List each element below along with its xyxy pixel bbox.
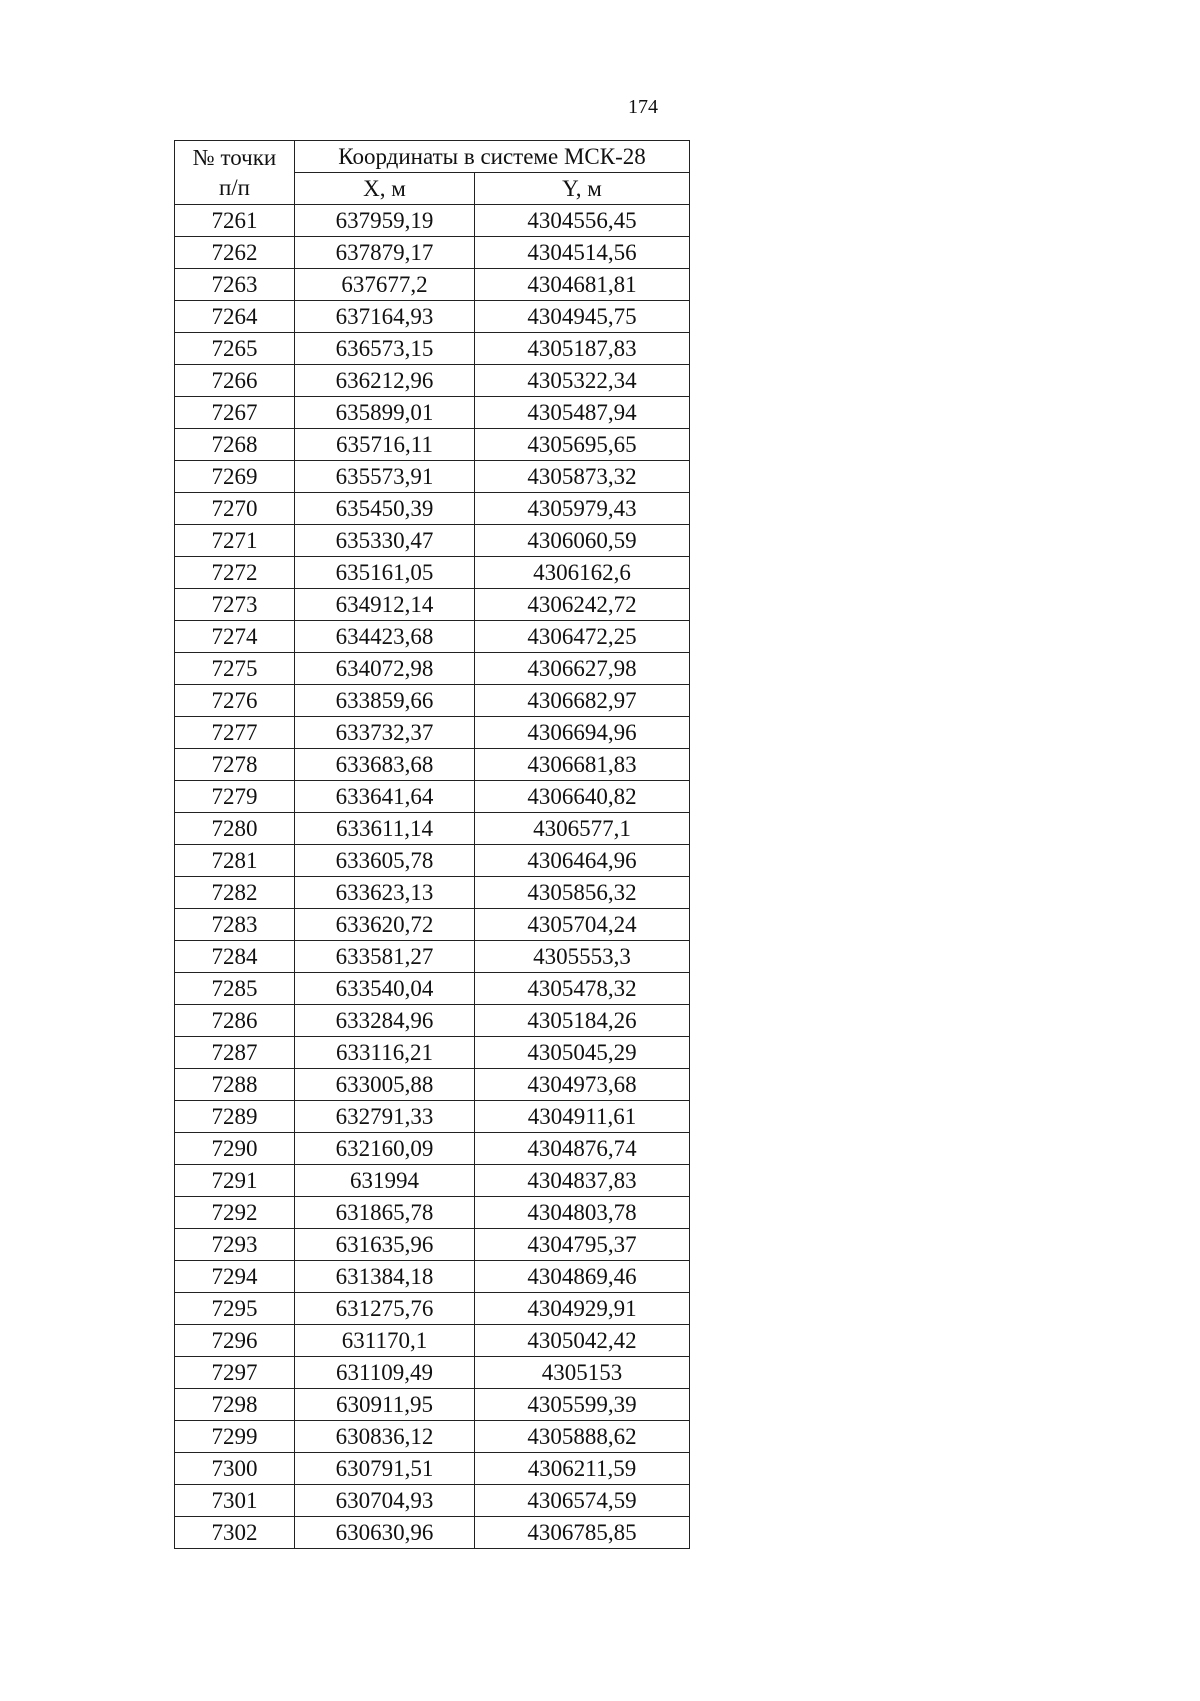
x-coordinate-cell: 633732,37 — [295, 717, 475, 749]
table-row — [175, 1133, 690, 1165]
point-number-cell: 7267 — [175, 397, 295, 429]
y-coordinate-cell: 4305695,65 — [475, 429, 690, 461]
y-coordinate-cell: 4305704,24 — [475, 909, 690, 941]
table-row — [175, 909, 690, 941]
y-coordinate-cell: 4306627,98 — [475, 653, 690, 685]
table-row — [175, 205, 690, 237]
point-number-cell: 7293 — [175, 1229, 295, 1261]
x-coordinate-cell: 633641,64 — [295, 781, 475, 813]
y-coordinate-cell: 4304681,81 — [475, 269, 690, 301]
x-coordinate-cell: 633611,14 — [295, 813, 475, 845]
point-number-cell: 7263 — [175, 269, 295, 301]
y-coordinate-cell: 4306785,85 — [475, 1517, 690, 1549]
x-coordinate-cell: 635573,91 — [295, 461, 475, 493]
table-row — [175, 973, 690, 1005]
x-coordinate-cell: 634912,14 — [295, 589, 475, 621]
point-number-cell: 7277 — [175, 717, 295, 749]
table-row — [175, 1421, 690, 1453]
table-row — [175, 941, 690, 973]
y-coordinate-cell: 4306694,96 — [475, 717, 690, 749]
x-coordinate-cell: 630836,12 — [295, 1421, 475, 1453]
table-row — [175, 1293, 690, 1325]
point-number-cell: 7275 — [175, 653, 295, 685]
y-coordinate-cell: 4306060,59 — [475, 525, 690, 557]
table-row — [175, 269, 690, 301]
table-row — [175, 717, 690, 749]
table-row — [175, 1453, 690, 1485]
point-number-cell: 7302 — [175, 1517, 295, 1549]
point-number-cell: 7279 — [175, 781, 295, 813]
table-row — [175, 557, 690, 589]
table-row — [175, 845, 690, 877]
point-number-cell: 7294 — [175, 1261, 295, 1293]
table-row — [175, 589, 690, 621]
point-number-cell: 7300 — [175, 1453, 295, 1485]
point-number-cell: 7262 — [175, 237, 295, 269]
x-coordinate-cell: 634423,68 — [295, 621, 475, 653]
table-row — [175, 653, 690, 685]
y-coordinate-cell: 4306472,25 — [475, 621, 690, 653]
table-row — [175, 1485, 690, 1517]
x-coordinate-cell: 635899,01 — [295, 397, 475, 429]
y-coordinate-cell: 4306162,6 — [475, 557, 690, 589]
x-coordinate-cell: 633581,27 — [295, 941, 475, 973]
x-coordinate-cell: 633623,13 — [295, 877, 475, 909]
y-coordinate-cell: 4306682,97 — [475, 685, 690, 717]
x-coordinate-cell: 637959,19 — [295, 205, 475, 237]
point-number-cell: 7278 — [175, 749, 295, 781]
point-number-cell: 7287 — [175, 1037, 295, 1069]
x-coordinate-cell: 631170,1 — [295, 1325, 475, 1357]
point-number-cell: 7298 — [175, 1389, 295, 1421]
x-coordinate-cell: 635716,11 — [295, 429, 475, 461]
point-number-cell: 7288 — [175, 1069, 295, 1101]
point-number-cell: 7301 — [175, 1485, 295, 1517]
point-number-cell: 7270 — [175, 493, 295, 525]
x-column-header: X, м — [295, 173, 475, 205]
point-number-header-line1: № точки — [192, 144, 277, 170]
table-row — [175, 525, 690, 557]
y-coordinate-cell: 4304795,37 — [475, 1229, 690, 1261]
y-coordinate-cell: 4304556,45 — [475, 205, 690, 237]
page-number: 174 — [628, 96, 658, 118]
point-number-cell: 7282 — [175, 877, 295, 909]
y-coordinate-cell: 4305888,62 — [475, 1421, 690, 1453]
y-coordinate-cell: 4306640,82 — [475, 781, 690, 813]
point-number-cell: 7284 — [175, 941, 295, 973]
table-row — [175, 1069, 690, 1101]
y-coordinate-cell: 4304837,83 — [475, 1165, 690, 1197]
point-number-cell: 7283 — [175, 909, 295, 941]
point-number-cell: 7291 — [175, 1165, 295, 1197]
y-coordinate-cell: 4305184,26 — [475, 1005, 690, 1037]
x-coordinate-cell: 631384,18 — [295, 1261, 475, 1293]
y-coordinate-cell: 4305187,83 — [475, 333, 690, 365]
table-row — [175, 493, 690, 525]
x-coordinate-cell: 637677,2 — [295, 269, 475, 301]
x-coordinate-cell: 633859,66 — [295, 685, 475, 717]
x-coordinate-cell: 633540,04 — [295, 973, 475, 1005]
y-coordinate-cell: 4304514,56 — [475, 237, 690, 269]
table-row — [175, 1517, 690, 1549]
point-number-cell: 7296 — [175, 1325, 295, 1357]
x-coordinate-cell: 635161,05 — [295, 557, 475, 589]
table-row — [175, 1325, 690, 1357]
point-number-cell: 7285 — [175, 973, 295, 1005]
y-coordinate-cell: 4305322,34 — [475, 365, 690, 397]
x-coordinate-cell: 630630,96 — [295, 1517, 475, 1549]
x-coordinate-cell: 632160,09 — [295, 1133, 475, 1165]
y-coordinate-cell: 4306211,59 — [475, 1453, 690, 1485]
y-coordinate-cell: 4305856,32 — [475, 877, 690, 909]
point-number-cell: 7273 — [175, 589, 295, 621]
table-row — [175, 301, 690, 333]
y-coordinate-cell: 4304945,75 — [475, 301, 690, 333]
point-number-cell: 7295 — [175, 1293, 295, 1325]
table-row — [175, 1357, 690, 1389]
table-row — [175, 1165, 690, 1197]
table-row — [175, 333, 690, 365]
point-number-cell: 7290 — [175, 1133, 295, 1165]
y-coordinate-cell: 4306574,59 — [475, 1485, 690, 1517]
point-number-cell: 7261 — [175, 205, 295, 237]
x-coordinate-cell: 630791,51 — [295, 1453, 475, 1485]
coordinates-system-header: Координаты в системе МСК-28 — [295, 141, 690, 173]
y-coordinate-cell: 4306681,83 — [475, 749, 690, 781]
x-coordinate-cell: 633620,72 — [295, 909, 475, 941]
point-number-cell: 7269 — [175, 461, 295, 493]
table-row — [175, 1005, 690, 1037]
y-coordinate-cell: 4305045,29 — [475, 1037, 690, 1069]
table-row — [175, 1229, 690, 1261]
point-number-header — [175, 141, 295, 205]
x-coordinate-cell: 633116,21 — [295, 1037, 475, 1069]
point-number-cell: 7276 — [175, 685, 295, 717]
x-coordinate-cell: 636212,96 — [295, 365, 475, 397]
x-coordinate-cell: 633284,96 — [295, 1005, 475, 1037]
y-coordinate-cell: 4304869,46 — [475, 1261, 690, 1293]
x-coordinate-cell: 633683,68 — [295, 749, 475, 781]
y-coordinate-cell: 4306242,72 — [475, 589, 690, 621]
table-row — [175, 1261, 690, 1293]
y-coordinate-cell: 4304876,74 — [475, 1133, 690, 1165]
x-coordinate-cell: 631635,96 — [295, 1229, 475, 1261]
x-coordinate-cell: 633605,78 — [295, 845, 475, 877]
y-coordinate-cell: 4306577,1 — [475, 813, 690, 845]
x-coordinate-cell: 635450,39 — [295, 493, 475, 525]
table-row — [175, 397, 690, 429]
y-coordinate-cell: 4305042,42 — [475, 1325, 690, 1357]
point-number-cell: 7281 — [175, 845, 295, 877]
point-number-cell: 7286 — [175, 1005, 295, 1037]
table-row — [175, 429, 690, 461]
coordinates-table — [174, 140, 690, 1549]
table-row — [175, 813, 690, 845]
table-row — [175, 365, 690, 397]
point-number-cell: 7268 — [175, 429, 295, 461]
y-coordinate-cell: 4305553,3 — [475, 941, 690, 973]
y-coordinate-cell: 4304803,78 — [475, 1197, 690, 1229]
y-coordinate-cell: 4305873,32 — [475, 461, 690, 493]
x-coordinate-cell: 631865,78 — [295, 1197, 475, 1229]
table-row — [175, 237, 690, 269]
y-coordinate-cell: 4304973,68 — [475, 1069, 690, 1101]
x-coordinate-cell: 630911,95 — [295, 1389, 475, 1421]
x-coordinate-cell: 631109,49 — [295, 1357, 475, 1389]
table-body — [175, 205, 690, 1549]
table-row — [175, 621, 690, 653]
x-coordinate-cell: 631275,76 — [295, 1293, 475, 1325]
point-number-cell: 7274 — [175, 621, 295, 653]
y-coordinate-cell: 4305153 — [475, 1357, 690, 1389]
table-row — [175, 461, 690, 493]
y-coordinate-cell: 4305487,94 — [475, 397, 690, 429]
y-coordinate-cell: 4306464,96 — [475, 845, 690, 877]
table-header — [175, 141, 690, 205]
x-coordinate-cell: 636573,15 — [295, 333, 475, 365]
point-number-cell: 7280 — [175, 813, 295, 845]
point-number-header-line2: п/п — [218, 174, 250, 200]
table-row — [175, 781, 690, 813]
table-row — [175, 1101, 690, 1133]
table-row — [175, 1197, 690, 1229]
table-row — [175, 749, 690, 781]
point-number-cell: 7265 — [175, 333, 295, 365]
point-number-cell: 7292 — [175, 1197, 295, 1229]
point-number-cell: 7299 — [175, 1421, 295, 1453]
point-number-cell: 7266 — [175, 365, 295, 397]
table-row — [175, 1037, 690, 1069]
table-row — [175, 685, 690, 717]
point-number-cell: 7264 — [175, 301, 295, 333]
point-number-cell: 7297 — [175, 1357, 295, 1389]
y-coordinate-cell: 4304911,61 — [475, 1101, 690, 1133]
x-coordinate-cell: 637879,17 — [295, 237, 475, 269]
point-number-cell: 7271 — [175, 525, 295, 557]
point-number-cell: 7289 — [175, 1101, 295, 1133]
x-coordinate-cell: 637164,93 — [295, 301, 475, 333]
y-coordinate-cell: 4305979,43 — [475, 493, 690, 525]
y-coordinate-cell: 4305478,32 — [475, 973, 690, 1005]
x-coordinate-cell: 631994 — [295, 1165, 475, 1197]
y-coordinate-cell: 4304929,91 — [475, 1293, 690, 1325]
x-coordinate-cell: 633005,88 — [295, 1069, 475, 1101]
table-row — [175, 1389, 690, 1421]
x-coordinate-cell: 632791,33 — [295, 1101, 475, 1133]
x-coordinate-cell: 630704,93 — [295, 1485, 475, 1517]
x-coordinate-cell: 635330,47 — [295, 525, 475, 557]
y-coordinate-cell: 4305599,39 — [475, 1389, 690, 1421]
x-coordinate-cell: 634072,98 — [295, 653, 475, 685]
point-number-cell: 7272 — [175, 557, 295, 589]
y-column-header: Y, м — [475, 173, 690, 205]
table-row — [175, 877, 690, 909]
